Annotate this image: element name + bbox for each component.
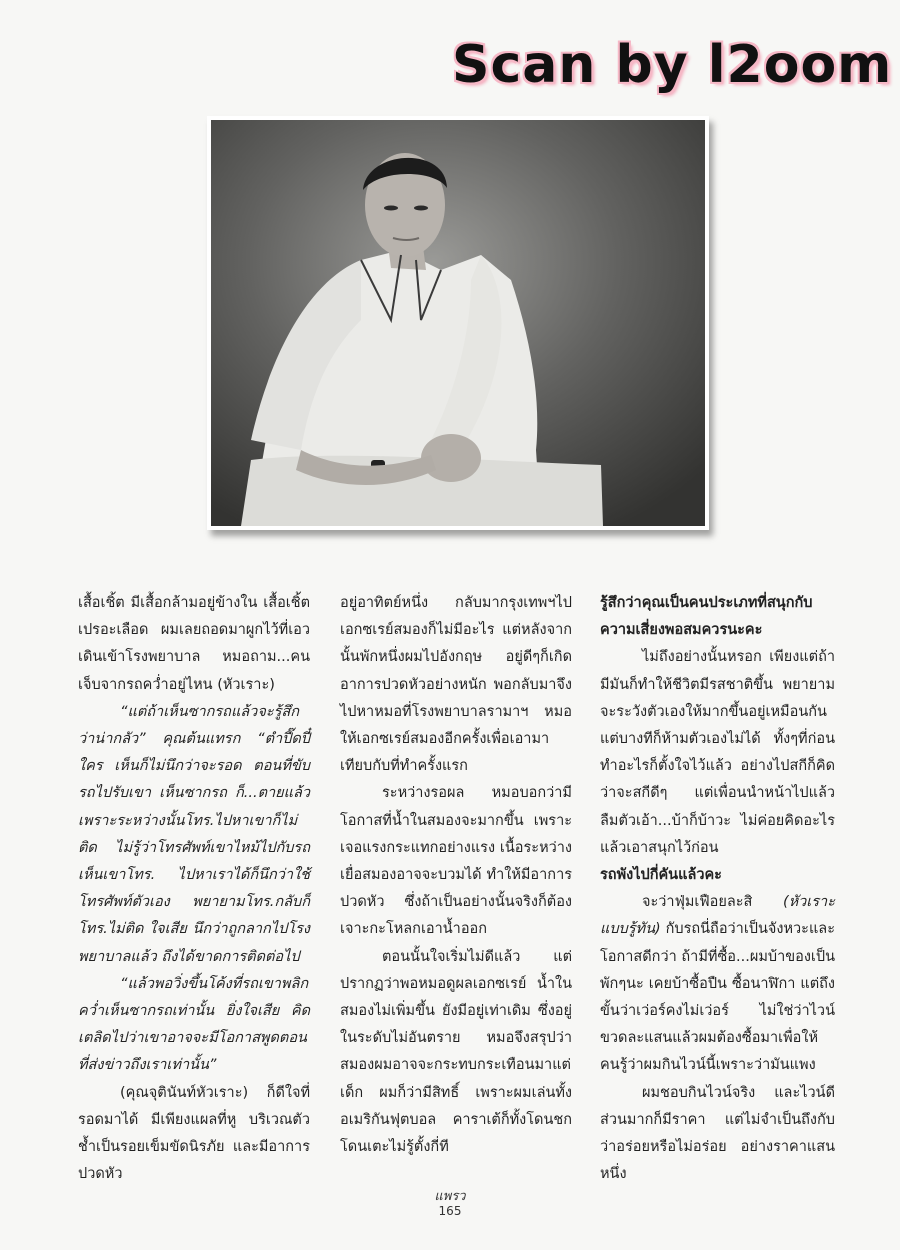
portrait-photo bbox=[211, 120, 705, 526]
paragraph bbox=[600, 889, 835, 1079]
paragraph: ระหว่างรอผล หมอบอกว่ามีโอกาสที่น้ำในสมองจะมากขึ้น เพราะเจอแรงกระแทกอย่างแรง เนื้อระหว่างเยื่อสมองอาจจะบวมได้ ทำให้มีอาการปวดหัว ซึ่งถ้าเป็นอย่างนั้นจริงก็ต้องเจาะกะโหลกเอาน้ำออก bbox=[340, 785, 572, 938]
watermark: Scan by l2oom bbox=[452, 35, 893, 95]
article-column-1 bbox=[78, 590, 310, 1188]
paragraph: อยู่อาทิตย์หนึ่ง กลับมากรุงเทพฯไปเอกซเรย์สมองก็ไม่มีอะไร แต่หลังจากนั้นพักหนึ่งผมไปอังกฤษ อยู่ดีๆก็เกิดอาการปวดหัวอย่างหนัก พอกลับมาจึงไปหาหมอที่โรงพยาบาลรามาฯ หมอให้เอกซเรย์สมองอีกครั้งเพื่อเอามาเทียบกับที่ทำครั้งแรก bbox=[340, 595, 572, 775]
magazine-name: แพรว bbox=[434, 1189, 466, 1204]
paragraph: “แต่ถ้าเห็นซากรถแล้วจะรู้สึกว่าน่ากลัว” คุณต้นแทรก “ตำปี๊ดปี๋ ใคร เห็นก็ไม่นึกว่าจะรอด ตอนที่ขับรถไปรับเขา เห็นซากรถ ก็...ตายแล้ว เพราะระหว่างนั้นโทร.ไปหาเขาก็ไม่ติด ไม่รู้ว่าโทรศัพท์เขาไหม้ไปกับรถ เห็นเขาโทร. ไปหาเราได้ก็นึกว่าใช้โทรศัพท์ตัวเอง พยายามโทร.กลับก็โทร.ไม่ติด ใจเสีย นึกว่าถูกลากไปโรงพยาบาลแล้ว ถึงได้ขาดการติดต่อไป bbox=[78, 703, 310, 965]
article-column-2 bbox=[340, 590, 572, 1161]
interview-question: รถพังไปกี่คันแล้วคะ bbox=[600, 867, 722, 884]
interview-question: รู้สึกว่าคุณเป็นคนประเภทที่สนุกกับความเสี่ยงพอสมควรนะคะ bbox=[600, 595, 813, 639]
paragraph: ผมชอบกินไวน์จริง และไวน์ดีส่วนมากก็มีราคา แต่ไม่จำเป็นถึงกับว่าอร่อยหรือไม่อร่อย อย่างราคาแสนหนึ่ง bbox=[600, 1084, 835, 1183]
paragraph: (คุณจุตินันท์หัวเราะ) ก็ดีใจที่รอดมาได้ มีเพียงแผลที่หู บริเวณตัวช้ำเป็นรอยเข็มขัดนิรภัย และมีอาการปวดหัว bbox=[78, 1084, 310, 1183]
answer-text: กับรถนี่ถือว่าเป็นจังหวะและโอกาสดีกว่า ถ้ามีที่ซื้อ...ผมบ้าของเป็นพักๆนะ เคยบ้าซื้อปืน ซื้อนาฬิกา แต่ถึงขั้นว่าเว่อร์คงไม่เว่อร์ ไม่ใช่ว่าไวน์ขวดละแสนแล้วผมต้องซื้อมาเพื่อให้คนรู้ว่าผมกินไวน์นี้เพราะว่ามันแพง bbox=[600, 921, 835, 1074]
portrait-photo-frame bbox=[207, 116, 709, 530]
answer-lead: จะว่าฟุ่มเฟือยละสิ bbox=[642, 894, 753, 911]
page-number: 165 bbox=[438, 1204, 462, 1218]
answer-aside: (หัวเราะแบบรู้ทัน) bbox=[600, 894, 835, 938]
portrait-illustration bbox=[211, 120, 705, 526]
paragraph: เสื้อเชิ้ต มีเสื้อกล้ามอยู่ข้างใน เสื้อเชิ้ตเปรอะเลือด ผมเลยถอดมาผูกไว้ที่เอว เดินเข้าโรงพยาบาล หมอถาม...คนเจ็บจากรถคว่ำอยู่ไหน (หัวเราะ) bbox=[78, 595, 310, 693]
paragraph: ตอนนั้นใจเริ่มไม่ดีแล้ว แต่ปรากฏว่าพอหมอดูผลเอกซเรย์ น้ำในสมองไม่เพิ่มขึ้น ยังมีอยู่เท่าเดิม ซึ่งอยู่ในระดับไม่อันตราย หมอจึงสรุปว่าสมองผมอาจจะกระทบกระเทือนมาแต่เด็ก ผมก็ว่ามีสิทธิ์ เพราะผมเล่นทั้งอเมริกันฟุตบอล คาราเต้ก็ทั้งโดนชกโดนเตะไม่รู้ตั้งกี่ที bbox=[340, 948, 572, 1156]
paragraph: ไม่ถึงอย่างนั้นหรอก เพียงแต่ถ้ามีมันก็ทำให้ชีวิตมีรสชาติขึ้น พยายามจะระวังตัวเองให้มากขึ้นอยู่เหมือนกัน แต่บางทีก็ห้ามตัวเองไม่ได้ ทั้งๆที่ก่อนทำอะไรก็ตั้งใจไว้แล้ว อย่างไปสกีก็คิดว่าจะสกีดีๆ แต่เพื่อนนำหน้าไปแล้ว ลืมตัวเอ้า...บ้าก็บ้าวะ ไม่ค่อยคิดอะไรแล้วเอาสนุกไว้ก่อน bbox=[600, 649, 835, 856]
paragraph: “แล้วพอวิ่งขึ้นโค้งที่รถเขาพลิกคว่ำเห็นซากรถเท่านั้น ยิ่งใจเสีย คิดเตลิดไปว่าเขาอาจจะมีโอกาสพูดตอนที่ส่งข่าวถึงเราเท่านั้น” bbox=[78, 975, 310, 1074]
article-column-3 bbox=[600, 590, 835, 1188]
